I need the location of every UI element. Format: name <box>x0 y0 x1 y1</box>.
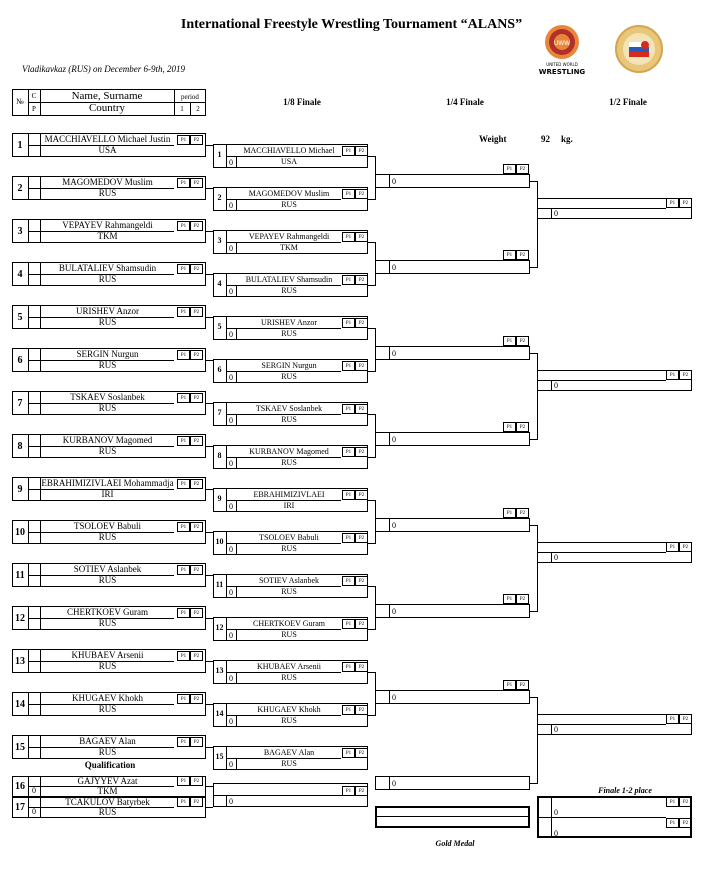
round-1-4-header: 1/4 Finale <box>446 97 484 107</box>
entrant-number: 13 <box>15 656 25 667</box>
r16-zero: 0 <box>229 158 233 167</box>
header-period-1: 1 <box>180 105 184 113</box>
bracket-line <box>206 188 213 189</box>
sf-p2: P2 <box>679 198 692 208</box>
entrant-number: 2 <box>17 183 23 194</box>
r16-zero: 0 <box>229 373 233 382</box>
r16-number: 6 <box>217 365 222 374</box>
entrant-p1: P1 <box>177 393 190 403</box>
r16-p1: P1 <box>342 447 355 457</box>
r16-p2: P2 <box>355 361 368 371</box>
final-zero-2: 0 <box>554 829 558 838</box>
qual-p1: P1 <box>177 776 190 786</box>
entrant-name: EBRAHIMIZIVLAEI Mohammadja <box>41 478 174 488</box>
bracket-line <box>368 328 375 329</box>
bracket-line <box>206 489 213 490</box>
entrant-number: 11 <box>15 570 25 581</box>
qf-zero: 0 <box>392 521 396 530</box>
entrant-number: 1 <box>17 140 23 151</box>
r16-p1: P1 <box>342 361 355 371</box>
entrant-p1: P1 <box>177 436 190 446</box>
bracket-line <box>537 525 538 612</box>
r16-p2: P2 <box>355 318 368 328</box>
bracket-line <box>368 242 375 243</box>
entrant-name: TSKAEV Soslanbek <box>70 392 145 402</box>
r16-number: 4 <box>217 279 222 288</box>
bracket-line <box>530 439 537 440</box>
r16-country: RUS <box>281 329 297 338</box>
bracket-line <box>206 661 213 662</box>
bracket-line <box>375 328 376 372</box>
entrant-p2: P2 <box>190 178 203 188</box>
final-2-p2: P2 <box>679 818 692 828</box>
qf-p1: P1 <box>503 164 516 174</box>
entrant-p1: P1 <box>177 221 190 231</box>
gold-medal-box <box>375 806 530 828</box>
bracket-line <box>537 817 666 818</box>
round-1-2-header: 1/2 Finale <box>609 97 647 107</box>
r16-p2: P2 <box>355 748 368 758</box>
r16-number: 5 <box>217 322 222 331</box>
entrant-p1: P1 <box>177 350 190 360</box>
bracket-line <box>368 500 375 501</box>
qf-p2: P2 <box>516 250 529 260</box>
bracket-line <box>368 672 375 673</box>
sf-p1: P1 <box>666 714 679 724</box>
r16-number: 3 <box>217 236 222 245</box>
qf-p1: P1 <box>503 422 516 432</box>
bracket-line <box>206 446 213 447</box>
r16-zero: 0 <box>229 502 233 511</box>
entrant-number: 10 <box>15 527 25 538</box>
r16-country: TKM <box>280 243 298 252</box>
entrant-p2: P2 <box>190 651 203 661</box>
entrant-country: RUS <box>98 360 117 370</box>
r16-name: SOTIEV Aslanbek <box>258 576 320 585</box>
r16-name: KURBANOV Magomed <box>249 447 329 456</box>
r16-country: RUS <box>281 673 297 682</box>
sf-zero: 0 <box>554 209 558 218</box>
bracket-line <box>375 672 376 716</box>
r16-name: CHERTKOEV Guram <box>252 619 326 628</box>
bracket-line <box>530 181 537 182</box>
bracket-line <box>375 500 376 544</box>
entrant-p2: P2 <box>190 479 203 489</box>
entrant-name: BAGAEV Alan <box>79 736 136 746</box>
qf-zero: 0 <box>392 349 396 358</box>
r16-number: 10 <box>215 537 224 546</box>
qual-name: GAJYYEV Azat <box>77 776 138 786</box>
bracket-line <box>537 697 538 784</box>
page-title: International Freestyle Wrestling Tournament “ALANS” <box>180 17 523 32</box>
bracket-line <box>368 629 375 630</box>
qf-zero: 0 <box>392 693 396 702</box>
r16-p1: P1 <box>342 705 355 715</box>
round-1-8-header: 1/8 Finale <box>283 97 321 107</box>
r16-name: URISHEV Anzor <box>260 318 318 327</box>
entrant-p1: P1 <box>177 522 190 532</box>
r16-country: IRI <box>283 501 295 510</box>
qf-zero: 0 <box>392 177 396 186</box>
entrant-p1: P1 <box>177 479 190 489</box>
r16-country: USA <box>280 157 297 166</box>
svg-text:UWW: UWW <box>553 40 571 47</box>
qf-p2: P2 <box>516 422 529 432</box>
r16-number: 13 <box>215 666 224 675</box>
r16-p2: P2 <box>355 705 368 715</box>
entrant-name: MAGOMEDOV Muslim <box>62 177 153 187</box>
r16-zero: 0 <box>229 287 233 296</box>
entrant-p2: P2 <box>190 565 203 575</box>
bracket-line <box>368 715 375 716</box>
header-p: P <box>32 105 36 113</box>
bracket-line <box>206 807 213 808</box>
bracket-line <box>368 586 375 587</box>
qf-p1: P1 <box>503 508 516 518</box>
sf-p1: P1 <box>666 542 679 552</box>
r16-zero: 0 <box>229 760 233 769</box>
entrant-country: RUS <box>98 403 117 413</box>
r16-name: MAGOMEDOV Muslim <box>248 189 330 198</box>
weight-unit: kg. <box>561 134 573 144</box>
r16-p1: P1 <box>342 232 355 242</box>
bracket-line <box>206 145 213 146</box>
bracket-line <box>530 611 537 612</box>
entrant-name: KURBANOV Magomed <box>62 435 153 445</box>
r16-name: TSOLOEV Babuli <box>259 533 319 542</box>
weight-value: 92 <box>541 134 550 144</box>
bracket-line <box>375 242 376 286</box>
r16-p2: P2 <box>355 533 368 543</box>
uww-logo <box>540 24 584 79</box>
r16-country: RUS <box>281 630 297 639</box>
entrant-number: 12 <box>15 613 25 624</box>
entrant-p1: P1 <box>177 565 190 575</box>
r16-p2: P2 <box>355 275 368 285</box>
entrant-country: RUS <box>98 188 117 198</box>
entrant-country: RUS <box>98 317 117 327</box>
entrant-p2: P2 <box>190 737 203 747</box>
bracket-line <box>537 353 538 440</box>
bracket-line <box>206 403 213 404</box>
bracket-line <box>206 747 213 748</box>
entrant-name: SERGIN Nurgun <box>76 349 139 359</box>
r16-p1: P1 <box>342 619 355 629</box>
bracket-line <box>368 543 375 544</box>
final-2-p1: P1 <box>666 818 679 828</box>
sf-p1: P1 <box>666 198 679 208</box>
r16-p2: P2 <box>355 146 368 156</box>
r16-number: 2 <box>217 193 222 202</box>
russian-federation-emblem <box>614 24 664 74</box>
r16-p2: P2 <box>355 662 368 672</box>
qf-p2: P2 <box>516 680 529 690</box>
header-name: Name, Surname <box>71 90 143 102</box>
r16-name: TSKAEV Soslanbek <box>255 404 323 413</box>
qf-p1: P1 <box>503 336 516 346</box>
qf-zero: 0 <box>392 435 396 444</box>
entrant-p2: P2 <box>190 135 203 145</box>
sf-p2: P2 <box>679 714 692 724</box>
qf-qual-p1: P1 <box>342 786 355 796</box>
r16-country: RUS <box>281 759 297 768</box>
entrant-number: 7 <box>17 398 23 409</box>
r16-p1: P1 <box>342 490 355 500</box>
qual-zero: 0 <box>32 786 36 795</box>
bracket-line <box>368 199 375 200</box>
qf-zero: 0 <box>392 263 396 272</box>
qual-country: RUS <box>98 807 117 817</box>
entrant-name: TSOLOEV Babuli <box>73 521 142 531</box>
entrant-country: RUS <box>98 446 117 456</box>
entrant-number: 6 <box>17 355 23 366</box>
qf-zero: 0 <box>392 607 396 616</box>
qf-p2: P2 <box>516 164 529 174</box>
bracket-line <box>530 783 537 784</box>
bracket-line <box>375 156 376 200</box>
r16-country: RUS <box>281 286 297 295</box>
weight-label: Weight <box>479 134 507 144</box>
entrant-p2: P2 <box>190 608 203 618</box>
qf-p2: P2 <box>516 594 529 604</box>
r16-p1: P1 <box>342 533 355 543</box>
r16-zero: 0 <box>229 330 233 339</box>
r16-p1: P1 <box>342 404 355 414</box>
entrant-country: RUS <box>98 618 117 628</box>
r16-p1: P1 <box>342 318 355 328</box>
bracket-line <box>375 586 376 630</box>
entrant-p1: P1 <box>177 178 190 188</box>
entrant-p1: P1 <box>177 737 190 747</box>
entrant-p1: P1 <box>177 264 190 274</box>
entrant-name: KHUBAEV Arsenii <box>71 650 144 660</box>
bracket-line <box>530 525 537 526</box>
entrant-name: BULATALIEV Shamsudin <box>58 263 157 273</box>
entrant-name: VEPAYEV Rahmangeldi <box>62 220 153 230</box>
entrant-number: 14 <box>15 699 25 710</box>
entrant-p1: P1 <box>177 608 190 618</box>
entrant-p2: P2 <box>190 522 203 532</box>
event-subtitle: Vladikavkaz (RUS) on December 6-9th, 2019 <box>22 64 185 74</box>
finale-label: Finale 1-2 place <box>598 786 652 795</box>
qf-p2: P2 <box>516 508 529 518</box>
r16-number: 1 <box>217 150 222 159</box>
r16-p1: P1 <box>342 189 355 199</box>
header-no: № <box>16 97 24 106</box>
entrant-country: RUS <box>98 661 117 671</box>
r16-name: BULATALIEV Shamsudin <box>245 275 333 284</box>
entrant-country: RUS <box>98 532 117 542</box>
entrant-p1: P1 <box>177 694 190 704</box>
r16-zero: 0 <box>229 201 233 210</box>
entrant-name: URISHEV Anzor <box>75 306 140 316</box>
bracket-line <box>375 414 376 458</box>
final-1-p1: P1 <box>666 797 679 807</box>
sf-p1: P1 <box>666 370 679 380</box>
r16-zero: 0 <box>229 244 233 253</box>
r16-country: RUS <box>281 415 297 424</box>
uww-logo-text1: UNITED WORLD <box>546 62 578 67</box>
r16-zero: 0 <box>229 588 233 597</box>
r16-number: 14 <box>215 709 224 718</box>
header-period: period <box>181 93 199 101</box>
sf-zero: 0 <box>554 381 558 390</box>
bracket-line <box>368 457 375 458</box>
r16-country: RUS <box>281 716 297 725</box>
r16-country: RUS <box>281 372 297 381</box>
bracket-line <box>206 618 213 619</box>
r16-country: RUS <box>281 200 297 209</box>
uww-logo-text2: WRESTLING <box>538 68 586 76</box>
r16-zero: 0 <box>229 545 233 554</box>
entrant-number: 8 <box>17 441 23 452</box>
entrant-p2: P2 <box>190 350 203 360</box>
entrant-number: 5 <box>17 312 23 323</box>
entrant-p2: P2 <box>190 264 203 274</box>
bracket-line <box>530 353 537 354</box>
r16-number: 15 <box>215 752 224 761</box>
qf-p1: P1 <box>503 594 516 604</box>
r16-name: MACCHIAVELLO Michael <box>243 146 335 155</box>
entrant-country: RUS <box>98 747 117 757</box>
entrant-p1: P1 <box>177 651 190 661</box>
entrant-country: RUS <box>98 575 117 585</box>
entrant-number: 4 <box>17 269 23 280</box>
qf-p2: P2 <box>516 336 529 346</box>
qf-zero: 0 <box>392 779 396 788</box>
entrant-p2: P2 <box>190 694 203 704</box>
qual-number: 16 <box>15 781 25 792</box>
r16-p2: P2 <box>355 490 368 500</box>
gold-medal-label: Gold Medal <box>435 839 475 848</box>
r16-zero: 0 <box>229 717 233 726</box>
entrant-p1: P1 <box>177 307 190 317</box>
header-period-2: 2 <box>196 105 200 113</box>
entrant-p2: P2 <box>190 393 203 403</box>
qual-p2: P2 <box>190 776 203 786</box>
r16-name: VEPAYEV Rahmangeldi <box>248 232 330 241</box>
r16-p2: P2 <box>355 189 368 199</box>
r16-zero: 0 <box>229 674 233 683</box>
qual-number: 17 <box>15 802 25 813</box>
entrant-number: 3 <box>17 226 23 237</box>
qual-name: TCAKULOV Batyrbek <box>65 797 150 807</box>
r16-zero: 0 <box>229 631 233 640</box>
r16-name: KHUBAEV Arsenii <box>256 662 322 671</box>
r16-p1: P1 <box>342 662 355 672</box>
qual-p1: P1 <box>177 797 190 807</box>
r16-name: KHUGAEV Khokh <box>257 705 321 714</box>
entrant-p2: P2 <box>190 436 203 446</box>
r16-p2: P2 <box>355 619 368 629</box>
entrant-country: USA <box>98 145 117 155</box>
r16-p2: P2 <box>355 232 368 242</box>
entrant-p2: P2 <box>190 307 203 317</box>
bracket-line <box>375 816 530 817</box>
r16-country: RUS <box>281 587 297 596</box>
r16-name: BAGAEV Alan <box>263 748 315 757</box>
r16-country: RUS <box>281 544 297 553</box>
qual-r16-zero: 0 <box>229 797 233 806</box>
r16-name: EBRAHIMIZIVLAEI <box>253 490 325 499</box>
bracket-line <box>206 317 213 318</box>
entrant-name: MACCHIAVELLO Michael Justin <box>44 134 171 144</box>
r16-zero: 0 <box>229 459 233 468</box>
r16-p1: P1 <box>342 748 355 758</box>
r16-number: 7 <box>217 408 222 417</box>
r16-zero: 0 <box>229 416 233 425</box>
r16-p2: P2 <box>355 404 368 414</box>
entrant-country: RUS <box>98 704 117 714</box>
sf-p2: P2 <box>679 370 692 380</box>
bracket-line <box>206 274 213 275</box>
bracket-line <box>530 267 537 268</box>
bracket-line <box>213 795 368 796</box>
header-country: Country <box>88 102 126 114</box>
sf-zero: 0 <box>554 553 558 562</box>
entrant-name: KHUGAEV Khokh <box>71 693 144 703</box>
sf-p2: P2 <box>679 542 692 552</box>
entrant-country: IRI <box>101 489 114 499</box>
qf-qual-p2: P2 <box>355 786 368 796</box>
qual-country: TKM <box>97 786 118 796</box>
entrant-name: SOTIEV Aslanbek <box>73 564 142 574</box>
r16-p1: P1 <box>342 146 355 156</box>
bracket-line <box>206 704 213 705</box>
r16-p1: P1 <box>342 576 355 586</box>
bracket-line <box>206 532 213 533</box>
header-c: C <box>31 92 37 100</box>
final-zero-1: 0 <box>554 808 558 817</box>
r16-name: SERGIN Nurgun <box>261 361 317 370</box>
bracket-line <box>368 414 375 415</box>
entrant-name: CHERTKOEV Guram <box>66 607 149 617</box>
r16-number: 8 <box>217 451 222 460</box>
entrant-country: RUS <box>98 274 117 284</box>
entrant-number: 15 <box>15 742 25 753</box>
qual-p2: P2 <box>190 797 203 807</box>
sf-zero: 0 <box>554 725 558 734</box>
bracket-line <box>537 181 538 268</box>
bracket-line <box>206 786 213 787</box>
bracket-line <box>368 371 375 372</box>
final-1-p2: P2 <box>679 797 692 807</box>
bracket-line <box>368 156 375 157</box>
r16-p1: P1 <box>342 275 355 285</box>
r16-p2: P2 <box>355 576 368 586</box>
qf-p1: P1 <box>503 680 516 690</box>
entrant-p2: P2 <box>190 221 203 231</box>
entrant-number: 9 <box>17 484 23 495</box>
bracket-line <box>530 697 537 698</box>
qual-zero: 0 <box>32 807 36 816</box>
bracket-line <box>368 285 375 286</box>
entrant-country: TKM <box>97 231 118 241</box>
bracket-line <box>206 231 213 232</box>
qualification-label: Qualification <box>84 760 136 770</box>
bracket-line <box>206 360 213 361</box>
r16-number: 12 <box>215 623 224 632</box>
r16-number: 9 <box>217 494 222 503</box>
r16-p2: P2 <box>355 447 368 457</box>
bracket-line <box>206 575 213 576</box>
r16-country: RUS <box>281 458 297 467</box>
r16-number: 11 <box>215 580 224 589</box>
qf-p1: P1 <box>503 250 516 260</box>
entrant-p1: P1 <box>177 135 190 145</box>
